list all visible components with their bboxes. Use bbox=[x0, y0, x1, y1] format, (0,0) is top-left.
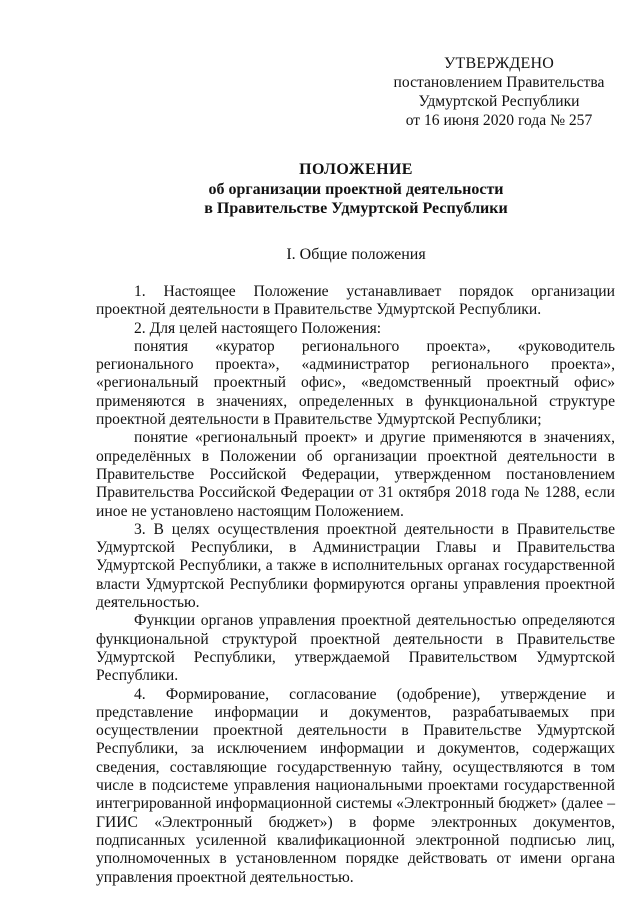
paragraph-2-regional-project: понятие «региональный проект» и другие применяются в значениях, определённых в Положении об организации проектной деятельности в Правительстве Российской Федерации, утвержденном постановлением Правительства Российской Федерации от 31 октября 2018 года № 1288, если иное не установлено настоящим Положением. bbox=[96, 429, 615, 520]
section-heading: I. Общие положения bbox=[286, 246, 426, 263]
approval-line-3: от 16 июня 2020 года № 257 bbox=[405, 112, 593, 129]
document-subtitle-line-2: в Правительстве Удмуртской Республики bbox=[204, 200, 508, 217]
paragraph-4: 4. Формирование, согласование (одобрение), утверждение и представление информации и документов, разрабатываемых при осуществлении проектной деятельности в Правительстве Удмуртской Республики, за исключением информации и документов, содержащих сведения, составляющие государственную тайну, осуществляются в том числе в подсистеме управления национальными проектами государственной интегрированной информационной системы «Электронный бюджет» (далее – ГИИС «Электронный бюджет») в форме электронных документов, подписанных усиленной квалификационной электронной подписью лиц, уполномоченных в установленном порядке действовать от имени органа управления проектной деятельностью. bbox=[96, 685, 615, 886]
document-body bbox=[96, 283, 615, 887]
approval-line-1: постановлением Правительства bbox=[393, 74, 605, 91]
document-subtitle-line-1: об организации проектной деятельности bbox=[208, 181, 504, 198]
approval-stamp bbox=[388, 54, 610, 130]
approval-line-2: Удмуртской Республики bbox=[418, 93, 580, 110]
paragraph-1: 1. Настоящее Положение устанавливает порядок организации проектной деятельности в Правительстве Удмуртской Республики. bbox=[96, 283, 615, 319]
paragraph-2-definitions: понятия «куратор регионального проекта», «руководитель регионального проекта», «администратор регионального проекта», «региональный проектный офис», «ведомственный проектный офис» применяются в значениях, определенных в функциональной структуре проектной деятельности в Правительстве Удмуртской Республики; bbox=[96, 337, 615, 429]
paragraph-3-functions: Функции органов управления проектной деятельностью определяются функциональной структурой проектной деятельности в Правительстве Удмуртской Республики, утверждаемой Правительством Удмуртской Республики. bbox=[96, 612, 615, 685]
paragraph-3: 3. В целях осуществления проектной деятельности в Правительстве Удмуртской Республики, в Администрации Главы и Правительства Удмуртской Республики, а также в исполнительных органах государственной власти Удмуртской Республики формируются органы управления проектной деятельностью. bbox=[96, 520, 615, 612]
document-title: ПОЛОЖЕНИЕ bbox=[299, 161, 413, 178]
approval-title: УТВЕРЖДЕНО bbox=[443, 55, 554, 72]
document-subtitle bbox=[96, 180, 616, 218]
paragraph-2: 2. Для целей настоящего Положения: bbox=[134, 319, 382, 337]
